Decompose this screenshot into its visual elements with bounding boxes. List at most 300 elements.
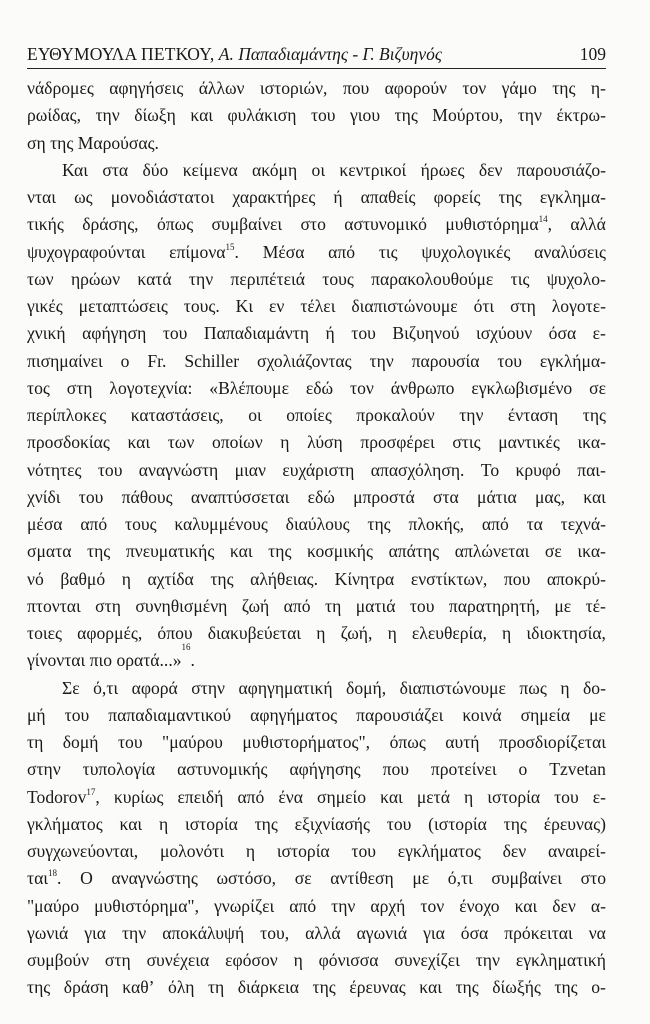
text-line <box>27 947 606 974</box>
word: ο <box>518 759 528 780</box>
word: τέ- <box>585 595 606 616</box>
word: της <box>582 405 606 425</box>
word: της <box>498 187 522 207</box>
word: η- <box>590 78 606 98</box>
word: του <box>117 732 143 752</box>
word: η <box>121 568 131 589</box>
text-line <box>27 375 606 402</box>
page-number: 109 <box>579 44 606 64</box>
word: ικα- <box>577 432 606 453</box>
word: τοιες <box>27 623 62 643</box>
word: δεν <box>552 895 576 916</box>
word: εφόσον <box>225 950 278 970</box>
word: ωστόσο, <box>216 868 277 889</box>
word: του <box>78 486 104 507</box>
word: Και <box>62 159 89 180</box>
word: αφορά <box>131 677 178 698</box>
word: όσα <box>548 323 577 344</box>
word: απάτης <box>388 541 440 562</box>
word: προσδοκίας <box>27 432 110 453</box>
word: της <box>87 541 111 562</box>
word: ηρώων <box>70 268 121 289</box>
word: των <box>167 432 195 453</box>
word: δομή, <box>346 677 387 698</box>
word: ρωίδας, <box>27 105 81 126</box>
word: η <box>316 623 326 643</box>
word: ιστορία <box>487 786 541 807</box>
text-line <box>27 620 606 647</box>
word: πάθους <box>121 486 173 507</box>
word: δίωξής <box>492 977 541 998</box>
word: σημείο <box>317 786 367 807</box>
word: καλυμμένους <box>174 514 268 534</box>
word: γωνιά <box>27 922 69 943</box>
word: παρουσία <box>411 350 480 371</box>
word: σματα <box>27 541 72 562</box>
word: ματιά <box>355 595 396 616</box>
text-line <box>27 702 606 729</box>
word: αποκρύ- <box>546 568 606 589</box>
word: παρατηρητή, <box>448 595 540 616</box>
word: να <box>588 922 606 943</box>
word: της <box>552 78 576 98</box>
word: την <box>188 268 214 289</box>
text-line <box>27 865 606 892</box>
word: Παπαδιαμάντη <box>203 323 310 344</box>
word: εξιχνίασής <box>294 813 370 834</box>
word: πλοκής, <box>408 514 465 534</box>
word: περίπλοκες <box>27 405 107 425</box>
text-line <box>27 130 606 157</box>
text-line <box>27 593 606 620</box>
word: καταστάσεις, <box>130 405 224 425</box>
word: λογοτεχνία: <box>109 377 193 398</box>
word: της <box>554 977 578 998</box>
word: και <box>119 813 143 834</box>
word: σχολιάζοντας <box>257 350 352 371</box>
word: της <box>503 813 527 834</box>
word: στο <box>300 214 326 235</box>
word: αρχή <box>370 895 406 916</box>
word: συγχωνεύονται, <box>27 841 139 861</box>
text-line <box>27 184 606 211</box>
word: λογοτε- <box>551 296 606 316</box>
word: στα <box>102 159 129 180</box>
text-line <box>27 266 606 293</box>
word: ενστίκτων, <box>410 568 488 589</box>
word: ση της Μαρούσας. <box>27 132 159 153</box>
text-line <box>27 893 606 920</box>
word: κατά <box>137 268 172 289</box>
word: προσδιορίζεται <box>498 732 606 752</box>
word: τη <box>207 977 225 998</box>
word: διαπιστώνουμε <box>351 296 458 316</box>
word: την <box>475 950 500 970</box>
word: στη <box>510 296 536 316</box>
word: αναγνώστης <box>111 868 198 889</box>
word: δεν <box>502 841 527 861</box>
word: ιδιοκτησία, <box>526 623 606 643</box>
footnote-reference: 17 <box>86 786 96 797</box>
word: συμβαίνει <box>491 868 563 889</box>
word: με <box>412 868 430 889</box>
word: εδώ <box>307 486 335 507</box>
word: ό,τι <box>93 677 119 698</box>
text-line <box>27 642 606 674</box>
text-line <box>27 348 606 375</box>
word: τικής <box>27 214 64 235</box>
word: ε- <box>592 786 606 807</box>
word: της <box>254 813 278 834</box>
word: στη <box>66 377 93 398</box>
word: μονοδιάστατοι <box>110 187 215 207</box>
word: του <box>64 704 90 725</box>
word: ιστοριών, <box>259 78 328 98</box>
text-line <box>27 293 606 320</box>
word: ευχάριστη <box>282 459 355 480</box>
word: αναπτύσσεται <box>190 486 290 507</box>
word: ισχύουν <box>475 323 533 344</box>
word: γιου <box>350 105 381 126</box>
word: δομή <box>62 732 99 752</box>
word: στις <box>452 432 481 453</box>
word: όσα <box>460 922 489 943</box>
word: προκαλούν <box>356 405 435 425</box>
word: μπροστά <box>353 486 415 507</box>
word: χνική <box>27 323 66 344</box>
footnote-reference: 16 <box>181 642 191 653</box>
word: αφηγήματος <box>250 704 338 725</box>
word: συμβαίνει <box>211 214 283 235</box>
word: όπως <box>156 214 194 235</box>
word: ακόμη <box>252 159 298 180</box>
word: αφηγήσεις <box>109 78 184 98</box>
word: μάτια <box>477 486 517 507</box>
word: δύο <box>142 159 169 180</box>
word: ένα <box>278 786 303 807</box>
word: αντίθεση <box>330 868 394 889</box>
word: και <box>190 105 214 126</box>
word: με <box>589 704 606 725</box>
text-line <box>27 729 606 756</box>
word: τος <box>27 377 50 398</box>
word: δεν <box>478 159 503 180</box>
word: φορείς <box>433 187 481 207</box>
word: οι <box>311 159 326 180</box>
word: Schiller <box>184 350 240 371</box>
word: η <box>158 813 169 834</box>
word: πτονται <box>27 595 81 616</box>
word: καθ’ <box>122 977 155 998</box>
word: επειδή <box>177 786 224 807</box>
word: Κι <box>235 296 254 316</box>
word: όλη <box>168 977 195 998</box>
word: προσφέρει <box>360 432 435 453</box>
word: του <box>554 786 579 807</box>
word: η <box>387 623 397 643</box>
word: τον <box>462 78 487 98</box>
word: τέλει <box>300 296 336 316</box>
word: ψυχολο- <box>546 268 606 289</box>
word: από <box>481 514 509 534</box>
text-line <box>27 429 606 456</box>
word: εγκλωβισμένο <box>471 377 573 398</box>
word: ως <box>74 187 93 207</box>
running-header <box>27 44 606 69</box>
word: μέσα <box>27 514 63 534</box>
word: η <box>293 950 303 970</box>
word: αφορμές, <box>77 623 143 643</box>
word: ιστορία <box>184 813 238 834</box>
word: Ο <box>80 868 93 889</box>
word: "μαύρου <box>162 732 223 752</box>
word: απασχόληση. <box>370 459 465 480</box>
word: με <box>554 595 572 616</box>
word: ελευθερία, <box>411 623 487 643</box>
word: (ιστορία <box>428 813 487 834</box>
word: στην <box>27 759 61 780</box>
word: Κίνητρα <box>334 568 395 589</box>
word: από <box>289 895 317 916</box>
word: του <box>497 350 522 371</box>
word: και <box>229 541 253 562</box>
word: οποίες <box>286 405 332 425</box>
word: στην <box>191 677 225 698</box>
word: τους <box>125 514 157 534</box>
word: εν <box>269 296 285 316</box>
word: αναλύσεις <box>534 241 606 262</box>
word: ζωή, <box>340 623 373 643</box>
word: εγκλήμα- <box>539 350 606 371</box>
text-line <box>27 538 606 565</box>
word: και <box>380 786 403 807</box>
word: γκλήματος <box>27 813 103 834</box>
word: χνίδι <box>27 486 61 507</box>
word: γίνονται πιο ορατά...» <box>27 650 182 671</box>
text-line <box>27 320 606 347</box>
word: ένοχο <box>459 895 500 916</box>
word: στα <box>433 486 459 507</box>
word: νται <box>27 187 56 207</box>
word: μιαν <box>234 459 266 480</box>
word: εδώ <box>305 377 334 398</box>
word: τα <box>526 514 543 534</box>
word: δίωξη <box>134 105 176 126</box>
word: του <box>351 323 376 344</box>
word: φυλάκιση <box>227 105 297 126</box>
word: από <box>80 514 108 534</box>
word: απλώνεται <box>454 541 530 562</box>
text-line <box>27 484 606 511</box>
word: της <box>367 514 391 534</box>
word: κυρίως <box>113 786 164 807</box>
word: αγωνιά <box>356 922 408 943</box>
text-line <box>27 756 606 783</box>
word: της <box>27 977 51 998</box>
word: τη <box>325 595 342 616</box>
word: παπαδιαμαντικού <box>108 704 232 725</box>
word: μεταπτώσεις <box>78 296 168 316</box>
word: παρακολουθούμε <box>371 268 494 289</box>
word: αυτή <box>445 732 480 752</box>
word: προτείνει <box>430 759 497 780</box>
word: κοινά <box>462 704 502 725</box>
word: από <box>328 241 356 262</box>
word: του, <box>260 922 290 943</box>
word: μαντικές <box>498 432 560 453</box>
word: ή <box>325 323 335 344</box>
word: σε <box>589 377 606 398</box>
word: την <box>517 105 542 126</box>
text-line <box>27 211 606 238</box>
word: συνεχίζει <box>394 950 460 970</box>
word: «Βλέπουμε <box>209 377 289 398</box>
word: δράσης, <box>82 214 139 235</box>
word: άλλων <box>198 78 245 98</box>
word: που <box>503 568 531 589</box>
word: τυπολογία <box>82 759 156 780</box>
word: ψυχολογικές <box>421 241 511 262</box>
word: της <box>394 105 418 126</box>
word: άνθρωπο <box>390 377 455 398</box>
word: παι- <box>577 459 606 480</box>
word: ο- <box>591 977 606 998</box>
word: αλλά <box>570 214 606 235</box>
text-line <box>27 239 606 266</box>
word: η <box>502 623 512 643</box>
word: της <box>455 977 479 998</box>
word: δράση <box>63 977 109 998</box>
word: γάμο <box>501 78 537 98</box>
word: αλλά <box>305 922 341 943</box>
word: γικές <box>27 296 63 316</box>
word: ένταση <box>507 405 559 425</box>
text-line <box>27 675 606 702</box>
text-line <box>27 457 606 484</box>
word: αλήθειας. <box>250 568 319 589</box>
word: πνευματικής <box>125 541 215 562</box>
word: αστυνομικής <box>177 759 268 780</box>
word: απαθείς <box>360 187 416 207</box>
word: γνωρίζει <box>214 895 275 916</box>
word: και <box>514 895 538 916</box>
word: από <box>237 786 265 807</box>
word: συνηθισμένη <box>135 595 228 616</box>
text-line <box>27 974 606 1001</box>
word: τον <box>420 895 445 916</box>
word: την <box>95 105 120 126</box>
text-line <box>27 511 606 538</box>
word: μολονότι <box>159 841 225 861</box>
word: που <box>382 759 409 780</box>
word: νότητες <box>27 459 82 480</box>
word: νάδρομες <box>27 78 94 98</box>
word: σε <box>544 541 562 562</box>
footnote-reference: 14 <box>538 214 548 225</box>
word: αναιρεί- <box>548 841 606 861</box>
word: μυθιστορήματος", <box>242 732 371 752</box>
word: χαρακτήρες <box>232 187 316 207</box>
text-line <box>27 811 606 838</box>
word: οποίων <box>211 432 263 453</box>
word: τη <box>27 732 44 752</box>
word: στο <box>580 868 606 889</box>
word: τις <box>378 241 398 262</box>
word: η <box>245 841 256 861</box>
header-book-title: Α. Παπαδιαμάντης - Γ. Βιζυηνός <box>218 44 442 64</box>
word: μας, <box>534 486 565 507</box>
word: του <box>351 841 376 861</box>
text-line <box>27 102 606 129</box>
word: της <box>210 568 234 589</box>
word: που <box>342 78 370 98</box>
footnote-reference: 18 <box>48 868 58 879</box>
word: του <box>409 595 435 616</box>
word: ήρωες <box>420 159 465 180</box>
text-line <box>27 566 606 593</box>
word: της <box>312 977 336 998</box>
word-with-footnote: επίμονα$^{15}$. <box>169 241 239 262</box>
word: όπου <box>157 623 193 643</box>
word: του <box>162 323 188 344</box>
word: και <box>127 432 151 453</box>
word: ζωή <box>241 595 270 616</box>
word: Μέσα <box>262 241 305 262</box>
word: . <box>190 650 195 671</box>
word: Tzvetan <box>549 759 606 780</box>
word: ότι <box>473 296 495 316</box>
word: από <box>283 595 311 616</box>
word: η <box>280 432 290 453</box>
word: διαύλους <box>285 514 350 534</box>
word: έρευνας) <box>543 813 606 834</box>
word: σημεία <box>520 704 571 725</box>
word: πως <box>519 677 547 698</box>
word-with-footnote: μυθιστόρημα$^{14}$, <box>445 214 553 235</box>
text-line <box>27 920 606 947</box>
word: αχτίδα <box>147 568 194 589</box>
word: κρυφό <box>515 459 561 480</box>
word: διαπιστώνουμε <box>399 677 506 698</box>
word: συμβούν <box>27 950 90 970</box>
word: ικα- <box>577 541 606 562</box>
word: των <box>27 268 54 289</box>
word: του <box>97 459 123 480</box>
word: τους. <box>183 296 220 316</box>
word: εγκληματική <box>515 950 606 970</box>
word: δο- <box>583 677 606 698</box>
word: και <box>419 977 442 998</box>
word: Μούρτου, <box>432 105 504 126</box>
word: αφηγηματική <box>238 677 333 698</box>
word: παρουσιάζο- <box>516 159 606 180</box>
word: τους <box>322 268 354 289</box>
word: Το <box>480 459 500 480</box>
word: μή <box>27 704 46 725</box>
word: μυθιστόρημα", <box>94 895 199 916</box>
word: α- <box>590 895 606 916</box>
text-line <box>27 75 606 102</box>
word: κείμενα <box>182 159 238 180</box>
word: πισημαίνει <box>27 350 103 371</box>
word: κοσμικής <box>307 541 373 562</box>
word: την <box>369 350 394 371</box>
word-with-footnote: Todorov$^{17}$, <box>27 786 100 807</box>
word: και <box>583 486 606 507</box>
word: έρευνας <box>349 977 406 998</box>
word: τεχνά- <box>560 514 606 534</box>
word: τον <box>350 377 374 398</box>
